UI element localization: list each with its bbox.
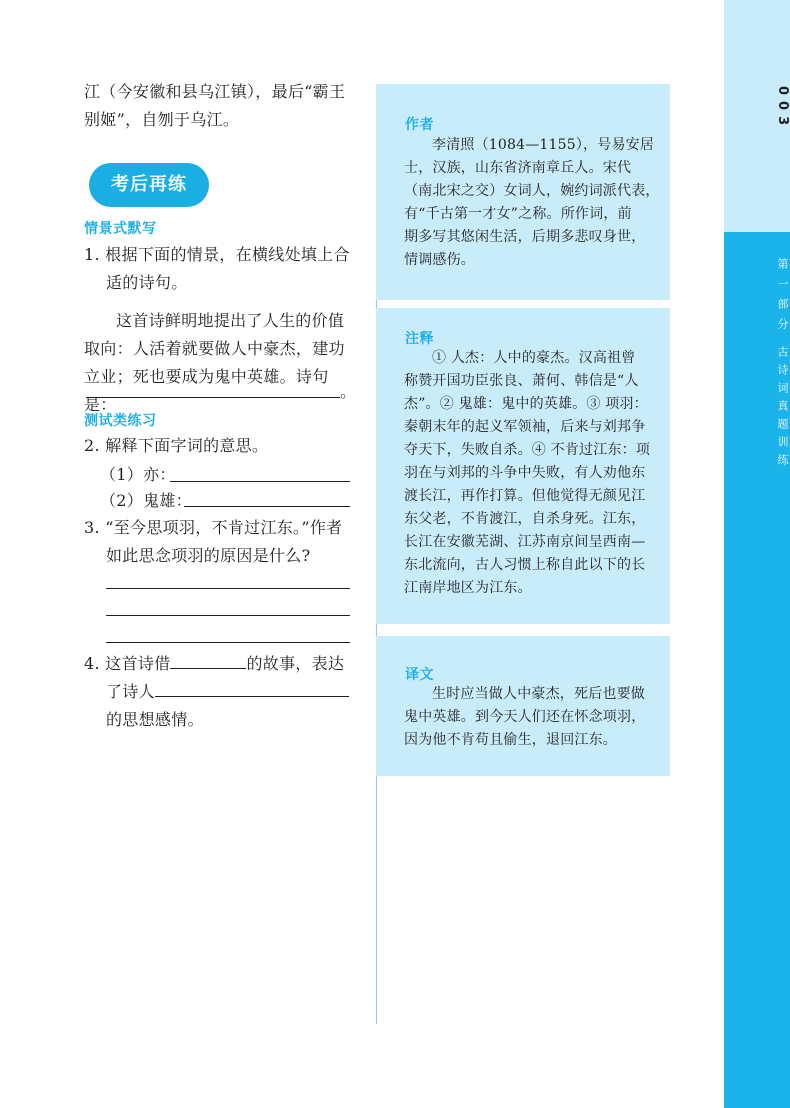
notes-line: 秦朝末年的起义军领袖，后来与刘邦争 — [404, 419, 646, 435]
question-text: 的故事，表达 — [246, 654, 345, 673]
answer-line[interactable] — [86, 397, 340, 398]
q2-item-a-label: （1）亦： — [100, 465, 176, 484]
notes-line: 杰”。② 鬼雄：鬼中的英雄。③ 项羽： — [404, 396, 648, 412]
notes-box-text — [404, 347, 662, 600]
question-text: 解释下面字词的意思。 — [105, 436, 269, 455]
period-mark: 。 — [340, 382, 357, 401]
answer-line[interactable] — [106, 588, 350, 589]
question-2 — [84, 432, 354, 460]
notes-box-title: 注释 — [405, 331, 434, 347]
answer-line[interactable] — [184, 506, 350, 507]
question-4 — [84, 650, 356, 734]
answer-line[interactable] — [106, 642, 350, 643]
author-box — [376, 84, 670, 300]
scenario-text: 这首诗鲜明地提出了人生的价值 — [116, 311, 345, 330]
q2-item-b-label: （2）鬼雄： — [100, 491, 192, 510]
question-1 — [84, 241, 357, 419]
section-button-practice: 考后再练 — [89, 163, 209, 207]
translation-box-text — [404, 683, 662, 752]
question-number: 4. — [84, 654, 100, 673]
translation-line: 生时应当做人中豪杰，死后也要做 — [432, 686, 645, 702]
translation-box — [376, 636, 670, 776]
translation-line: 鬼中英雄。到今天人们还在怀念项羽， — [404, 709, 646, 725]
answer-line[interactable] — [170, 481, 350, 482]
scenario-text: 取向：人活着就要做人中豪杰，建功 — [84, 339, 345, 358]
subhead-test-practice: 测试类练习 — [84, 413, 157, 429]
part-title: 古诗词真题训练 — [776, 346, 789, 472]
question-number: 1. — [84, 245, 100, 264]
question-3 — [84, 514, 356, 570]
question-text: 适的诗句。 — [106, 273, 188, 292]
notes-line: 羽在与刘邦的斗争中失败，有人劝他东 — [404, 465, 646, 481]
author-line: 情调感伤。 — [404, 252, 475, 268]
notes-line: 渡长江，再作打算。但他觉得无颜见江 — [404, 488, 646, 504]
author-line: （南北宋之交）女词人，婉约词派代表， — [404, 183, 660, 199]
translation-line: 因为他不肯苟且偷生，退回江东。 — [404, 732, 617, 748]
notes-line: 江南岸地区为江东。 — [404, 580, 532, 596]
question-text: “至今思项羽，不肯过江东。”作者 — [105, 518, 343, 537]
intro-line: 江（今安徽和县乌江镇），最后“霸王 — [84, 82, 346, 101]
author-line: 有“千古第一才女”之称。所作词，前 — [404, 206, 632, 222]
question-text: 这首诗借 — [105, 654, 171, 673]
notes-line: ① 人杰：人中的豪杰。汉高祖曾 — [432, 350, 636, 366]
answer-line[interactable] — [106, 615, 350, 616]
part-label: 第一部分 — [776, 258, 789, 338]
notes-line: 东父老，不肯渡江，自杀身死。江东， — [404, 511, 646, 527]
author-box-title: 作者 — [405, 117, 434, 133]
author-line: 期多写其悠闲生活，后期多悲叹身世， — [404, 229, 646, 245]
author-box-text — [404, 134, 662, 272]
author-line: 士，汉族，山东省济南章丘人。宋代 — [404, 160, 632, 176]
answer-blank[interactable] — [170, 652, 246, 669]
page-number: 003 — [775, 86, 790, 132]
author-line: 李清照（1084—1155），号易安居 — [432, 137, 655, 153]
notes-line: 长江在安徽芜湖、江苏南京间呈西南— — [404, 534, 646, 550]
notes-line: 东北流向，古人习惯上称自此以下的长 — [404, 557, 646, 573]
scenario-text: 立业；死也要成为鬼中英雄。诗句是： — [84, 367, 329, 414]
intro-text — [84, 78, 354, 134]
intro-line: 别姬”，自刎于乌江。 — [84, 110, 240, 129]
translation-box-title: 译文 — [405, 667, 434, 683]
question-number: 2. — [84, 436, 100, 455]
notes-line: 称赞开国功臣张良、萧何、韩信是“人 — [404, 373, 639, 389]
subhead-scenario-dictation: 情景式默写 — [84, 221, 157, 237]
answer-blank[interactable] — [155, 680, 349, 697]
question-text: 了诗人 — [106, 682, 155, 701]
notes-line: 夺天下，失败自杀。④ 不肯过江东：项 — [404, 442, 651, 458]
question-text: 的思想感情。 — [106, 710, 204, 729]
question-text: 根据下面的情景，在横线处填上合 — [105, 245, 350, 264]
notes-box — [376, 308, 670, 624]
question-text: 如此思念项羽的原因是什么? — [106, 546, 311, 565]
question-number: 3. — [84, 518, 100, 537]
